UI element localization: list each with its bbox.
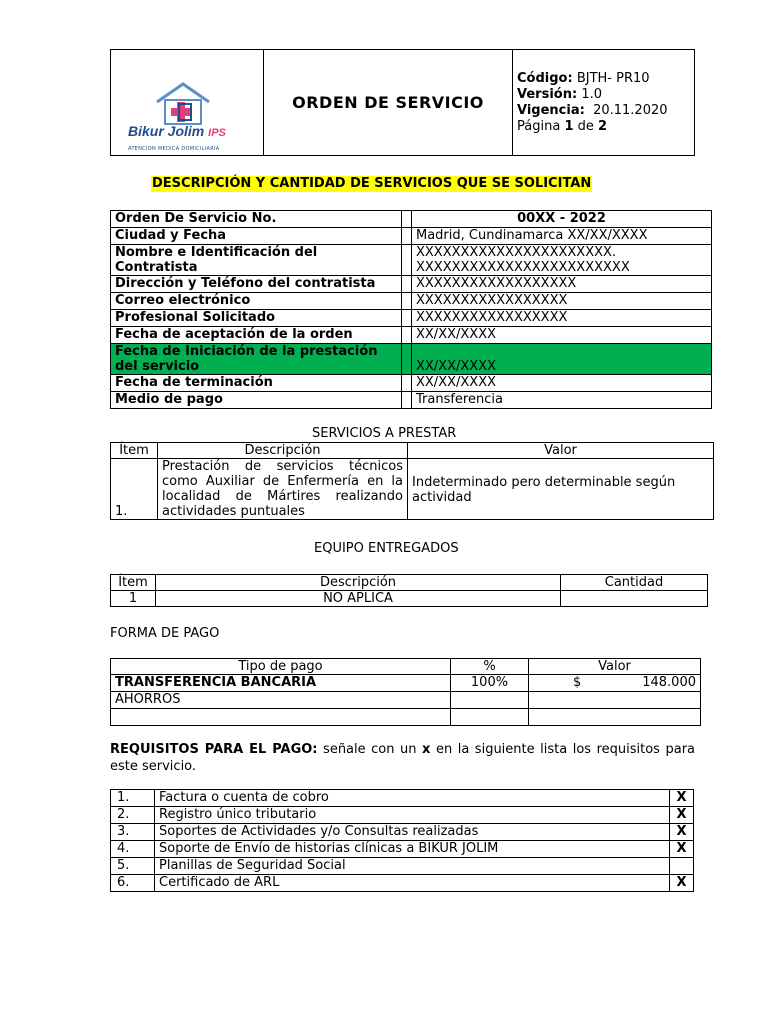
table-row — [111, 228, 712, 245]
info-spacer — [402, 375, 412, 392]
table-row — [111, 392, 712, 409]
info-value: Madrid, Cundinamarca XX/XX/XXXX — [412, 228, 712, 245]
table-row — [111, 293, 712, 310]
services-item: 1. — [111, 459, 158, 520]
info-value: XX/XX/XXXX — [412, 327, 712, 344]
payment-percent: 100% — [451, 675, 529, 692]
table-row — [111, 327, 712, 344]
vigencia-label: Vigencia: — [517, 102, 585, 118]
requirement-number: 6. — [111, 875, 155, 892]
payment-value: 148.000 — [642, 675, 696, 690]
table-row — [111, 790, 694, 807]
payment-percent — [451, 709, 529, 726]
payment-title: FORMA DE PAGO — [110, 626, 220, 641]
document-meta — [513, 50, 695, 156]
info-value: XXXXXXXXXXXXXXXXXXXXXX. XXXXXXXXXXXXXXXXXXXXXXXX — [412, 245, 712, 276]
payment-type: TRANSFERENCIA BANCARIA — [111, 675, 451, 692]
info-label: Medio de pago — [111, 392, 402, 409]
requirement-text: Certificado de ARL — [155, 875, 670, 892]
requirements-intro-b: en la siguiente lista los requisitos para este servicio. — [110, 742, 696, 774]
info-label: Orden De Servicio No. — [111, 211, 402, 228]
table-row — [111, 344, 712, 375]
table-row — [111, 824, 694, 841]
info-spacer — [402, 344, 412, 375]
requirement-text: Factura o cuenta de cobro — [155, 790, 670, 807]
codigo-label: Código: — [517, 70, 573, 86]
info-label: Ciudad y Fecha — [111, 228, 402, 245]
info-spacer — [402, 293, 412, 310]
table-row — [111, 692, 701, 709]
logo-tagline: ATENCION MEDICA DOMICILIARIA — [128, 146, 220, 152]
requirement-checkbox[interactable] — [670, 858, 694, 875]
info-value: XXXXXXXXXXXXXXXXX — [412, 293, 712, 310]
info-spacer — [402, 211, 412, 228]
services-header-value: Valor — [408, 443, 714, 459]
section-title: DESCRIPCIÓN Y CANTIDAD DE SERVICIOS QUE SE SOLICITAN — [152, 176, 592, 191]
requirement-checkbox[interactable]: X — [670, 841, 694, 858]
requirements-intro-a: señale con un — [323, 742, 417, 757]
table-row — [111, 841, 694, 858]
info-value: XX/XX/XXXX — [412, 344, 712, 375]
payment-currency: $ — [573, 675, 582, 690]
requirement-checkbox[interactable]: X — [670, 824, 694, 841]
services-table — [110, 442, 714, 520]
payment-header-percent: % — [451, 659, 529, 675]
info-label: Correo electrónico — [111, 293, 402, 310]
info-spacer — [402, 228, 412, 245]
services-header-description: Descripción — [158, 443, 408, 459]
services-description: Prestación de servicios técnicos como Auxiliar de Enfermería en la localidad de Mártires realizando actividades puntuales — [158, 459, 408, 520]
info-label: Dirección y Teléfono del contratista — [111, 276, 402, 293]
requirement-checkbox[interactable]: X — [670, 807, 694, 824]
requirement-text: Planillas de Seguridad Social — [155, 858, 670, 875]
table-row — [111, 375, 712, 392]
info-spacer — [402, 327, 412, 344]
info-value: XXXXXXXXXXXXXXXXX — [412, 310, 712, 327]
info-value: XXXXXXXXXXXXXXXXXX — [412, 276, 712, 293]
requirement-text: Registro único tributario — [155, 807, 670, 824]
payment-type: AHORROS — [111, 692, 451, 709]
requirement-number: 4. — [111, 841, 155, 858]
payment-value-cell — [529, 692, 701, 709]
document-title: ORDEN DE SERVICIO — [264, 50, 513, 156]
table-row — [111, 276, 712, 293]
requirement-number: 5. — [111, 858, 155, 875]
table-row — [111, 245, 712, 276]
pagina-prefix: Página — [517, 118, 561, 134]
requirements-title: REQUISITOS PARA EL PAGO: — [110, 742, 318, 757]
info-value: Transferencia — [412, 392, 712, 409]
order-info-table — [110, 210, 712, 409]
info-value: XX/XX/XXXX — [412, 375, 712, 392]
payment-header-value: Valor — [529, 659, 701, 675]
table-row — [111, 675, 701, 692]
requirement-text: Soporte de Envío de historias clínicas a BIKUR JOLIM — [155, 841, 670, 858]
table-row — [111, 591, 708, 607]
info-label: Fecha de aceptación de la orden — [111, 327, 402, 344]
version-label: Versión: — [517, 86, 578, 102]
payment-table — [110, 658, 701, 726]
table-row — [111, 858, 694, 875]
document-header — [110, 49, 695, 156]
pagina-sep: de — [577, 118, 594, 134]
requirements-table — [110, 789, 694, 892]
services-header-item: Ítem — [111, 443, 158, 459]
requirement-checkbox[interactable]: X — [670, 875, 694, 892]
table-row — [111, 211, 712, 228]
info-spacer — [402, 310, 412, 327]
logo-cell — [111, 50, 264, 156]
equipment-table — [110, 574, 708, 607]
requirement-text: Soportes de Actividades y/o Consultas realizadas — [155, 824, 670, 841]
requirements-intro-x: x — [422, 742, 431, 757]
table-row — [111, 310, 712, 327]
requirement-number: 3. — [111, 824, 155, 841]
requirement-number: 2. — [111, 807, 155, 824]
info-spacer — [402, 245, 412, 276]
payment-value-cell — [529, 675, 701, 692]
vigencia-value: 20.11.2020 — [593, 102, 668, 118]
info-spacer — [402, 276, 412, 293]
info-label: Fecha de terminación — [111, 375, 402, 392]
requirements-intro — [110, 741, 695, 775]
equipment-description: NO APLICA — [156, 591, 561, 607]
codigo-value: BJTH- PR10 — [576, 70, 650, 86]
services-value: Indeterminado pero determinable según actividad — [408, 459, 714, 520]
payment-header-type: Tipo de pago — [111, 659, 451, 675]
version-value: 1.0 — [581, 86, 602, 102]
pagina-current: 1 — [564, 118, 574, 134]
equipment-item: 1 — [111, 591, 156, 607]
equipment-title: EQUIPO ENTREGADOS — [314, 541, 459, 556]
payment-percent — [451, 692, 529, 709]
requirement-number: 1. — [111, 790, 155, 807]
equipment-header-description: Descripción — [156, 575, 561, 591]
logo-name: Bikur Jolim — [128, 123, 205, 139]
info-spacer — [402, 392, 412, 409]
info-value: 00XX - 2022 — [412, 211, 712, 228]
info-label: Profesional Solicitado — [111, 310, 402, 327]
pagina-total: 2 — [598, 118, 608, 134]
payment-value-cell — [529, 709, 701, 726]
equipment-header-quantity: Cantidad — [561, 575, 708, 591]
services-title: SERVICIOS A PRESTAR — [312, 426, 457, 441]
table-row — [111, 459, 714, 520]
company-logo — [111, 50, 261, 155]
table-row — [111, 709, 701, 726]
payment-type — [111, 709, 451, 726]
equipment-quantity — [561, 591, 708, 607]
table-row — [111, 807, 694, 824]
requirement-checkbox[interactable]: X — [670, 790, 694, 807]
house-cross-icon — [153, 80, 213, 126]
logo-suffix: IPS — [208, 127, 226, 139]
info-label: Nombre e Identificación del Contratista — [111, 245, 402, 276]
table-row — [111, 875, 694, 892]
equipment-header-item: Ítem — [111, 575, 156, 591]
info-label: Fecha de Iniciación de la prestación del servicio — [111, 344, 402, 375]
